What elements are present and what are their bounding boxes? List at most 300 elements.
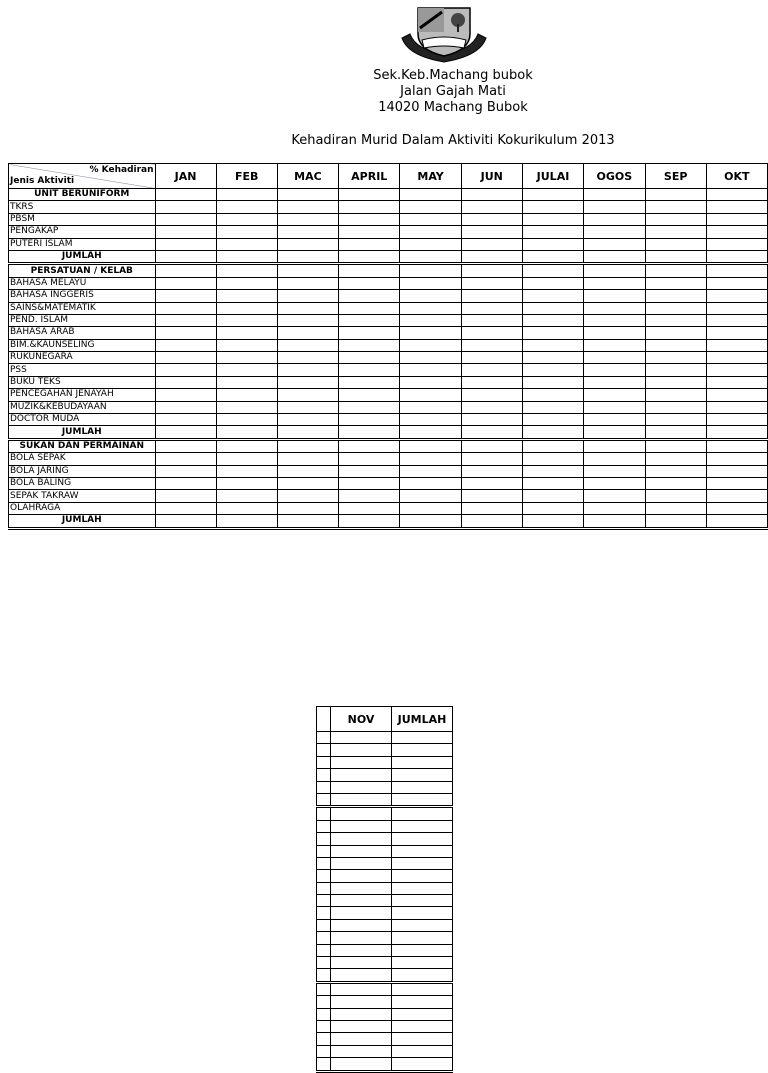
continuation-cell [392,957,453,969]
activity-label: DOCTOR MUDA [9,414,156,426]
attendance-cell [216,264,277,277]
attendance-cell [339,250,400,263]
activity-type-label: Jenis Aktiviti [10,176,75,186]
attendance-cell [216,414,277,426]
attendance-cell [155,389,216,401]
attendance-cell [461,364,522,376]
attendance-cell [706,264,767,277]
attendance-cell [522,302,583,314]
continuation-cell [392,1008,453,1020]
continuation-row [317,769,453,781]
continuation-cell [331,944,392,956]
month-header: JAN [155,164,216,189]
attendance-cell [584,477,645,489]
continuation-cell [392,996,453,1008]
attendance-cell [277,453,338,465]
continuation-cell [392,1045,453,1057]
category-label: PERSATUAN / KELAB [9,264,156,277]
attendance-cell [155,250,216,263]
attendance-cell [522,213,583,225]
attendance-cell [400,213,461,225]
attendance-cell [461,502,522,514]
continuation-cell [392,895,453,907]
attendance-cell [522,439,583,452]
attendance-cell [645,314,706,326]
attendance-cell [522,264,583,277]
attendance-cell [277,426,338,439]
attendance-cell [277,465,338,477]
attendance-cell [645,327,706,339]
attendance-cell [277,201,338,213]
category-row [9,439,768,452]
attendance-cell [216,290,277,302]
attendance-cell [339,401,400,413]
continuation-row [317,882,453,894]
activity-row [9,277,768,289]
attendance-cell [522,226,583,238]
continuation-row [317,857,453,869]
attendance-cell [461,339,522,351]
attendance-cell [461,226,522,238]
activity-label: SEPAK TAKRAW [9,490,156,502]
corner-header-cell [9,164,156,189]
attendance-cell [645,490,706,502]
continuation-cell [392,807,453,820]
attendance-cell [339,502,400,514]
attendance-cell [706,426,767,439]
attendance-cell [706,201,767,213]
continuation-row [317,996,453,1008]
attendance-cell [461,213,522,225]
continuation-cell [331,1020,392,1032]
attendance-cell [584,401,645,413]
attendance-cell [706,290,767,302]
attendance-cell [277,213,338,225]
attendance-cell [400,264,461,277]
attendance-cell [522,339,583,351]
activity-row [9,389,768,401]
attendance-cell [216,226,277,238]
continuation-cell [331,882,392,894]
attendance-cell [645,414,706,426]
attendance-cell [400,401,461,413]
attendance-cell [706,226,767,238]
attendance-cell [155,290,216,302]
attendance-cell [216,213,277,225]
attendance-cell [706,339,767,351]
attendance-cell [522,502,583,514]
attendance-cell [277,515,338,528]
attendance-cell [216,352,277,364]
attendance-cell [277,389,338,401]
attendance-cell [277,414,338,426]
activity-label: BOLA JARING [9,465,156,477]
attendance-cell [706,515,767,528]
attendance-cell [400,314,461,326]
attendance-cell [584,465,645,477]
activity-row [9,238,768,250]
attendance-cell [277,302,338,314]
attendance-cell [155,490,216,502]
attendance-cell [584,213,645,225]
month-header: APRIL [339,164,400,189]
continuation-row [317,1033,453,1045]
continuation-cell [392,944,453,956]
continuation-cell [317,1020,331,1032]
attendance-cell [522,389,583,401]
continuation-cell [392,781,453,793]
attendance-cell [461,201,522,213]
continuation-row [317,982,453,995]
category-row [9,264,768,277]
attendance-cell [461,189,522,201]
month-header: SEP [645,164,706,189]
attendance-cell [216,364,277,376]
attendance-cell [584,189,645,201]
activity-row [9,401,768,413]
attendance-cell [155,453,216,465]
activity-label: PENGAKAP [9,226,156,238]
month-header: MAC [277,164,338,189]
activity-row [9,302,768,314]
attendance-cell [339,264,400,277]
attendance-cell [155,439,216,452]
continuation-cell [392,820,453,832]
attendance-cell [155,502,216,514]
attendance-cell [216,376,277,388]
month-header: JULAI [522,164,583,189]
continuation-row [317,732,453,744]
attendance-cell [645,264,706,277]
attendance-cell [339,389,400,401]
month-header: MAY [400,164,461,189]
attendance-cell [461,314,522,326]
activity-label: RUKUNEGARA [9,352,156,364]
continuation-row [317,1020,453,1032]
continuation-cell [317,895,331,907]
continuation-row [317,944,453,956]
attendance-cell [277,376,338,388]
attendance-cell [216,439,277,452]
attendance-cell [155,376,216,388]
attendance-cell [706,477,767,489]
activity-row [9,490,768,502]
category-row [9,189,768,201]
continuation-cell [392,969,453,982]
attendance-cell [461,401,522,413]
continuation-cell [392,1020,453,1032]
activity-label: BUKU TEKS [9,376,156,388]
continuation-cell [331,969,392,982]
continuation-cell [331,845,392,857]
attendance-cell [522,189,583,201]
continuation-cell [317,870,331,882]
continuation-cell [331,870,392,882]
attendance-cell [155,515,216,528]
continuation-cell [317,1008,331,1020]
activity-row [9,502,768,514]
activity-row [9,376,768,388]
attendance-cell [216,515,277,528]
continuation-cell [392,870,453,882]
continuation-cell [317,781,331,793]
attendance-cell [584,201,645,213]
attendance-cell [706,314,767,326]
continuation-row [317,833,453,845]
attendance-cell [584,302,645,314]
attendance-cell [155,213,216,225]
attendance-cell [339,339,400,351]
attendance-cell [155,414,216,426]
attendance-cell [461,302,522,314]
continuation-cell [331,957,392,969]
attendance-cell [461,439,522,452]
attendance-cell [522,426,583,439]
attendance-cell [645,453,706,465]
attendance-cell [400,502,461,514]
attendance-cell [277,477,338,489]
continuation-cell [392,769,453,781]
continuation-cell [331,1045,392,1057]
continuation-cell [317,820,331,832]
continuation-row [317,1008,453,1020]
attendance-cell [339,515,400,528]
continuation-cell [317,1045,331,1057]
attendance-cell [216,277,277,289]
attendance-cell [400,250,461,263]
attendance-cell [339,226,400,238]
attendance-cell [461,290,522,302]
attendance-cell [155,189,216,201]
attendance-cell [277,277,338,289]
attendance-cell [584,264,645,277]
activity-label: TKRS [9,201,156,213]
continuation-row [317,744,453,756]
attendance-cell [155,401,216,413]
percent-attendance-label: % Kehadiran [89,165,154,175]
activity-label: PENCEGAHAN JENAYAH [9,389,156,401]
attendance-cell [216,401,277,413]
continuation-cell [392,1058,453,1071]
activity-label: BOLA SEPAK [9,453,156,465]
activity-label: BIM.&KAUNSELING [9,339,156,351]
attendance-cell [522,490,583,502]
activity-row [9,465,768,477]
attendance-cell [584,376,645,388]
attendance-cell [522,401,583,413]
total-label: JUMLAH [9,426,156,439]
attendance-cell [339,327,400,339]
activity-row [9,339,768,351]
activity-row [9,201,768,213]
activity-row [9,226,768,238]
continuation-cell [331,1008,392,1020]
continuation-cell [392,744,453,756]
attendance-cell [645,477,706,489]
activity-label: SAINS&MATEMATIK [9,302,156,314]
attendance-cell [461,352,522,364]
continuation-cell [317,845,331,857]
attendance-cell [522,201,583,213]
continuation-cell [331,895,392,907]
attendance-cell [400,201,461,213]
attendance-cell [277,490,338,502]
activity-row [9,364,768,376]
attendance-cell [216,426,277,439]
attendance-cell [400,477,461,489]
continuation-cell [317,744,331,756]
attendance-cell [155,426,216,439]
attendance-cell [461,453,522,465]
total-row [9,426,768,439]
attendance-cell [216,465,277,477]
continuation-cell [317,932,331,944]
continuation-cell [317,1033,331,1045]
continuation-cell [317,732,331,744]
attendance-cell [584,426,645,439]
attendance-cell [216,453,277,465]
activity-row [9,290,768,302]
attendance-cell [522,477,583,489]
attendance-cell [155,339,216,351]
continuation-cell [317,957,331,969]
month-header: JUN [461,164,522,189]
continuation-cell [317,807,331,820]
attendance-cell [400,364,461,376]
attendance-cell [645,213,706,225]
blank-header-cell [317,707,331,732]
attendance-cell [645,250,706,263]
continuation-row [317,919,453,931]
continuation-cell [331,907,392,919]
attendance-cell [400,327,461,339]
continuation-cell [331,932,392,944]
attendance-cell [400,453,461,465]
attendance-cell [155,238,216,250]
continuation-cell [392,845,453,857]
attendance-cell [584,414,645,426]
continuation-row [317,957,453,969]
page-title: Kehadiran Murid Dalam Aktiviti Kokurikulum 2013 [291,133,615,148]
attendance-cell [339,426,400,439]
activity-label: BAHASA INGGERIS [9,290,156,302]
attendance-cell [339,314,400,326]
activity-label: PSS [9,364,156,376]
activity-label: BAHASA ARAB [9,327,156,339]
continuation-cell [331,807,392,820]
attendance-cell [461,376,522,388]
continuation-column-header: JUMLAH [392,707,453,732]
attendance-cell [645,290,706,302]
attendance-cell [706,352,767,364]
continuation-cell [392,833,453,845]
continuation-cell [331,833,392,845]
attendance-cell [584,389,645,401]
attendance-cell [645,439,706,452]
attendance-cell [584,515,645,528]
activity-row [9,352,768,364]
continuation-cell [392,732,453,744]
attendance-cell [277,189,338,201]
continuation-cell [317,793,331,806]
continuation-cell [317,996,331,1008]
attendance-cell [400,226,461,238]
attendance-cell [400,277,461,289]
continuation-cell [392,907,453,919]
activity-row [9,453,768,465]
continuation-row [317,1045,453,1057]
attendance-cell [400,339,461,351]
continuation-cell [317,769,331,781]
continuation-row [317,820,453,832]
attendance-cell [645,465,706,477]
continuation-cell [331,820,392,832]
attendance-cell [216,201,277,213]
continuation-cell [317,907,331,919]
attendance-cell [706,327,767,339]
attendance-cell [645,277,706,289]
attendance-cell [645,426,706,439]
attendance-cell [216,238,277,250]
continuation-cell [392,857,453,869]
attendance-cell [522,364,583,376]
attendance-cell [339,201,400,213]
attendance-cell [400,302,461,314]
attendance-cell [400,426,461,439]
attendance-cell [584,238,645,250]
attendance-cell [339,238,400,250]
continuation-cell [392,919,453,931]
attendance-cell [277,339,338,351]
attendance-cell [277,226,338,238]
attendance-cell [339,277,400,289]
continuation-row [317,756,453,768]
continuation-cell [317,833,331,845]
attendance-cell [522,314,583,326]
continuation-cell [331,732,392,744]
attendance-cell [461,264,522,277]
attendance-cell [706,490,767,502]
continuation-cell [317,857,331,869]
attendance-cell [216,389,277,401]
attendance-cell [400,290,461,302]
attendance-cell [277,439,338,452]
attendance-cell [155,201,216,213]
continuation-cell [331,996,392,1008]
activity-label: BOLA BALING [9,477,156,489]
continuation-cell [317,882,331,894]
attendance-cell [584,439,645,452]
attendance-cell [277,502,338,514]
attendance-cell [155,327,216,339]
attendance-cell [400,238,461,250]
attendance-cell [461,515,522,528]
attendance-cell [461,490,522,502]
category-label: UNIT BERUNIFORM [9,189,156,201]
attendance-cell [522,352,583,364]
attendance-cell [645,389,706,401]
attendance-cell [155,314,216,326]
attendance-cell [155,465,216,477]
attendance-cell [400,414,461,426]
attendance-cell [645,352,706,364]
total-label: JUMLAH [9,515,156,528]
school-name: Sek.Keb.Machang bubok [373,68,533,83]
attendance-cell [277,314,338,326]
attendance-cell [339,477,400,489]
activity-label: OLAHRAGA [9,502,156,514]
total-row [9,515,768,528]
